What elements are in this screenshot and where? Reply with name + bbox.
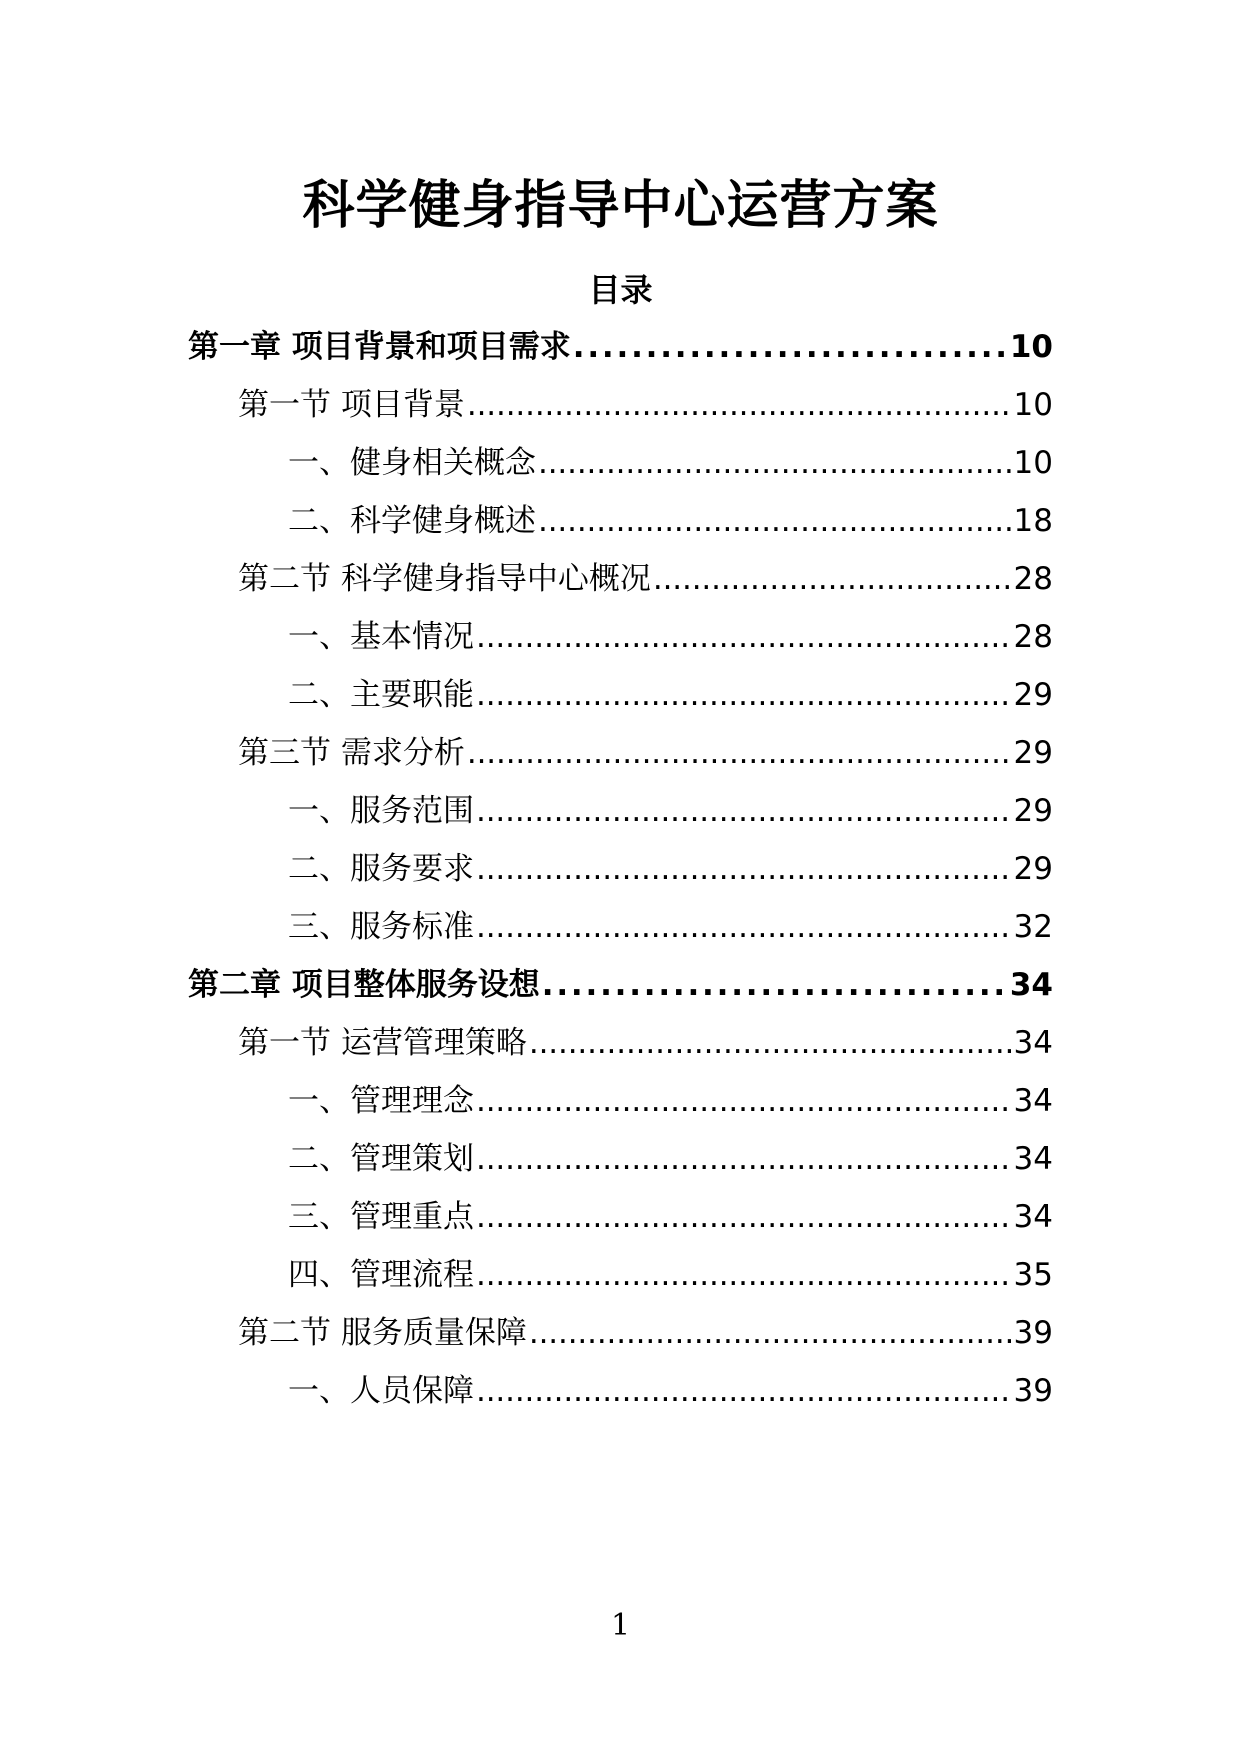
document-title: 科学健身指导中心运营方案	[302, 176, 939, 236]
toc-entry-label: 一、健身相关概念	[288, 445, 536, 481]
dot-leader	[529, 1018, 1012, 1068]
dot-leader	[573, 322, 1008, 372]
toc-entry-page: 34	[1013, 1141, 1053, 1177]
toc-entry-label: 第一章 项目背景和项目需求	[188, 329, 571, 365]
toc-entry-page: 28	[1013, 619, 1053, 655]
toc-entry-page: 10	[1013, 387, 1053, 423]
dot-leader	[476, 1250, 1012, 1300]
toc-entry-label: 二、主要职能	[288, 677, 474, 713]
toc-entry[interactable]	[288, 438, 1053, 488]
toc-entry-page: 39	[1013, 1373, 1053, 1409]
dot-leader	[653, 554, 1012, 604]
toc-entry-page: 18	[1013, 503, 1053, 539]
toc-entry[interactable]	[238, 554, 1053, 604]
toc-entry-label: 一、服务范围	[288, 793, 474, 829]
dot-leader	[476, 844, 1012, 894]
dot-leader	[476, 1134, 1012, 1184]
toc-entry-label: 一、管理理念	[288, 1083, 474, 1119]
toc-entry-label: 第一节 运营管理策略	[238, 1025, 527, 1061]
toc-entry-page: 39	[1013, 1315, 1053, 1351]
dot-leader	[538, 438, 1012, 488]
dot-leader	[542, 960, 1008, 1010]
dot-leader	[476, 612, 1012, 662]
toc-entry-page: 29	[1013, 793, 1053, 829]
toc-entry[interactable]	[288, 496, 1053, 546]
toc-entry[interactable]	[288, 902, 1053, 952]
toc-entry[interactable]	[288, 1250, 1053, 1300]
toc-entry-label: 二、服务要求	[288, 851, 474, 887]
dot-leader	[476, 1192, 1012, 1242]
toc-entry-label: 第一节 项目背景	[238, 387, 465, 423]
toc-entry-label: 第二节 服务质量保障	[238, 1315, 527, 1351]
dot-leader	[476, 1076, 1012, 1126]
toc-entry-page: 34	[1009, 967, 1053, 1003]
toc-entry[interactable]	[288, 844, 1053, 894]
toc-entry-label: 三、管理重点	[288, 1199, 474, 1235]
toc-entry-label: 二、管理策划	[288, 1141, 474, 1177]
dot-leader	[476, 670, 1012, 720]
toc-entry-page: 35	[1013, 1257, 1053, 1293]
toc-entry-label: 二、科学健身概述	[288, 503, 536, 539]
toc-entry[interactable]	[238, 1308, 1053, 1358]
toc-entry[interactable]	[288, 1134, 1053, 1184]
toc-entry[interactable]	[288, 786, 1053, 836]
toc-entry-label: 三、服务标准	[288, 909, 474, 945]
toc-entry-page: 34	[1013, 1025, 1053, 1061]
toc-entry-page: 10	[1009, 329, 1053, 365]
toc-entry[interactable]	[288, 670, 1053, 720]
toc-entry-page: 29	[1013, 677, 1053, 713]
toc-entry-page: 34	[1013, 1083, 1053, 1119]
toc-heading: 目录	[588, 271, 653, 309]
toc-entry-label: 第三节 需求分析	[238, 735, 465, 771]
toc-entry[interactable]	[188, 960, 1053, 1010]
dot-leader	[476, 1366, 1012, 1416]
toc-entry-page: 29	[1013, 851, 1053, 887]
toc-entry[interactable]	[288, 1192, 1053, 1242]
toc-entry[interactable]	[188, 322, 1053, 372]
toc-entry-page: 29	[1013, 735, 1053, 771]
toc-entry[interactable]	[238, 728, 1053, 778]
page-number: 1	[610, 1608, 631, 1643]
dot-leader	[476, 902, 1012, 952]
toc-entry[interactable]	[238, 1018, 1053, 1068]
toc-entry-page: 32	[1013, 909, 1053, 945]
toc-entry[interactable]	[288, 612, 1053, 662]
dot-leader	[467, 728, 1012, 778]
toc-entry[interactable]	[288, 1076, 1053, 1126]
toc-entry-page: 10	[1013, 445, 1053, 481]
toc-entry[interactable]	[288, 1366, 1053, 1416]
toc-entry-label: 第二章 项目整体服务设想	[188, 967, 540, 1003]
toc-entry-label: 第二节 科学健身指导中心概况	[238, 561, 651, 597]
dot-leader	[467, 380, 1012, 430]
dot-leader	[538, 496, 1012, 546]
toc-entry[interactable]	[238, 380, 1053, 430]
toc-entry-page: 28	[1013, 561, 1053, 597]
dot-leader	[529, 1308, 1012, 1358]
toc-entry-label: 一、人员保障	[288, 1373, 474, 1409]
toc-entry-page: 34	[1013, 1199, 1053, 1235]
toc-entry-label: 一、基本情况	[288, 619, 474, 655]
dot-leader	[476, 786, 1012, 836]
toc-entry-label: 四、管理流程	[288, 1257, 474, 1293]
